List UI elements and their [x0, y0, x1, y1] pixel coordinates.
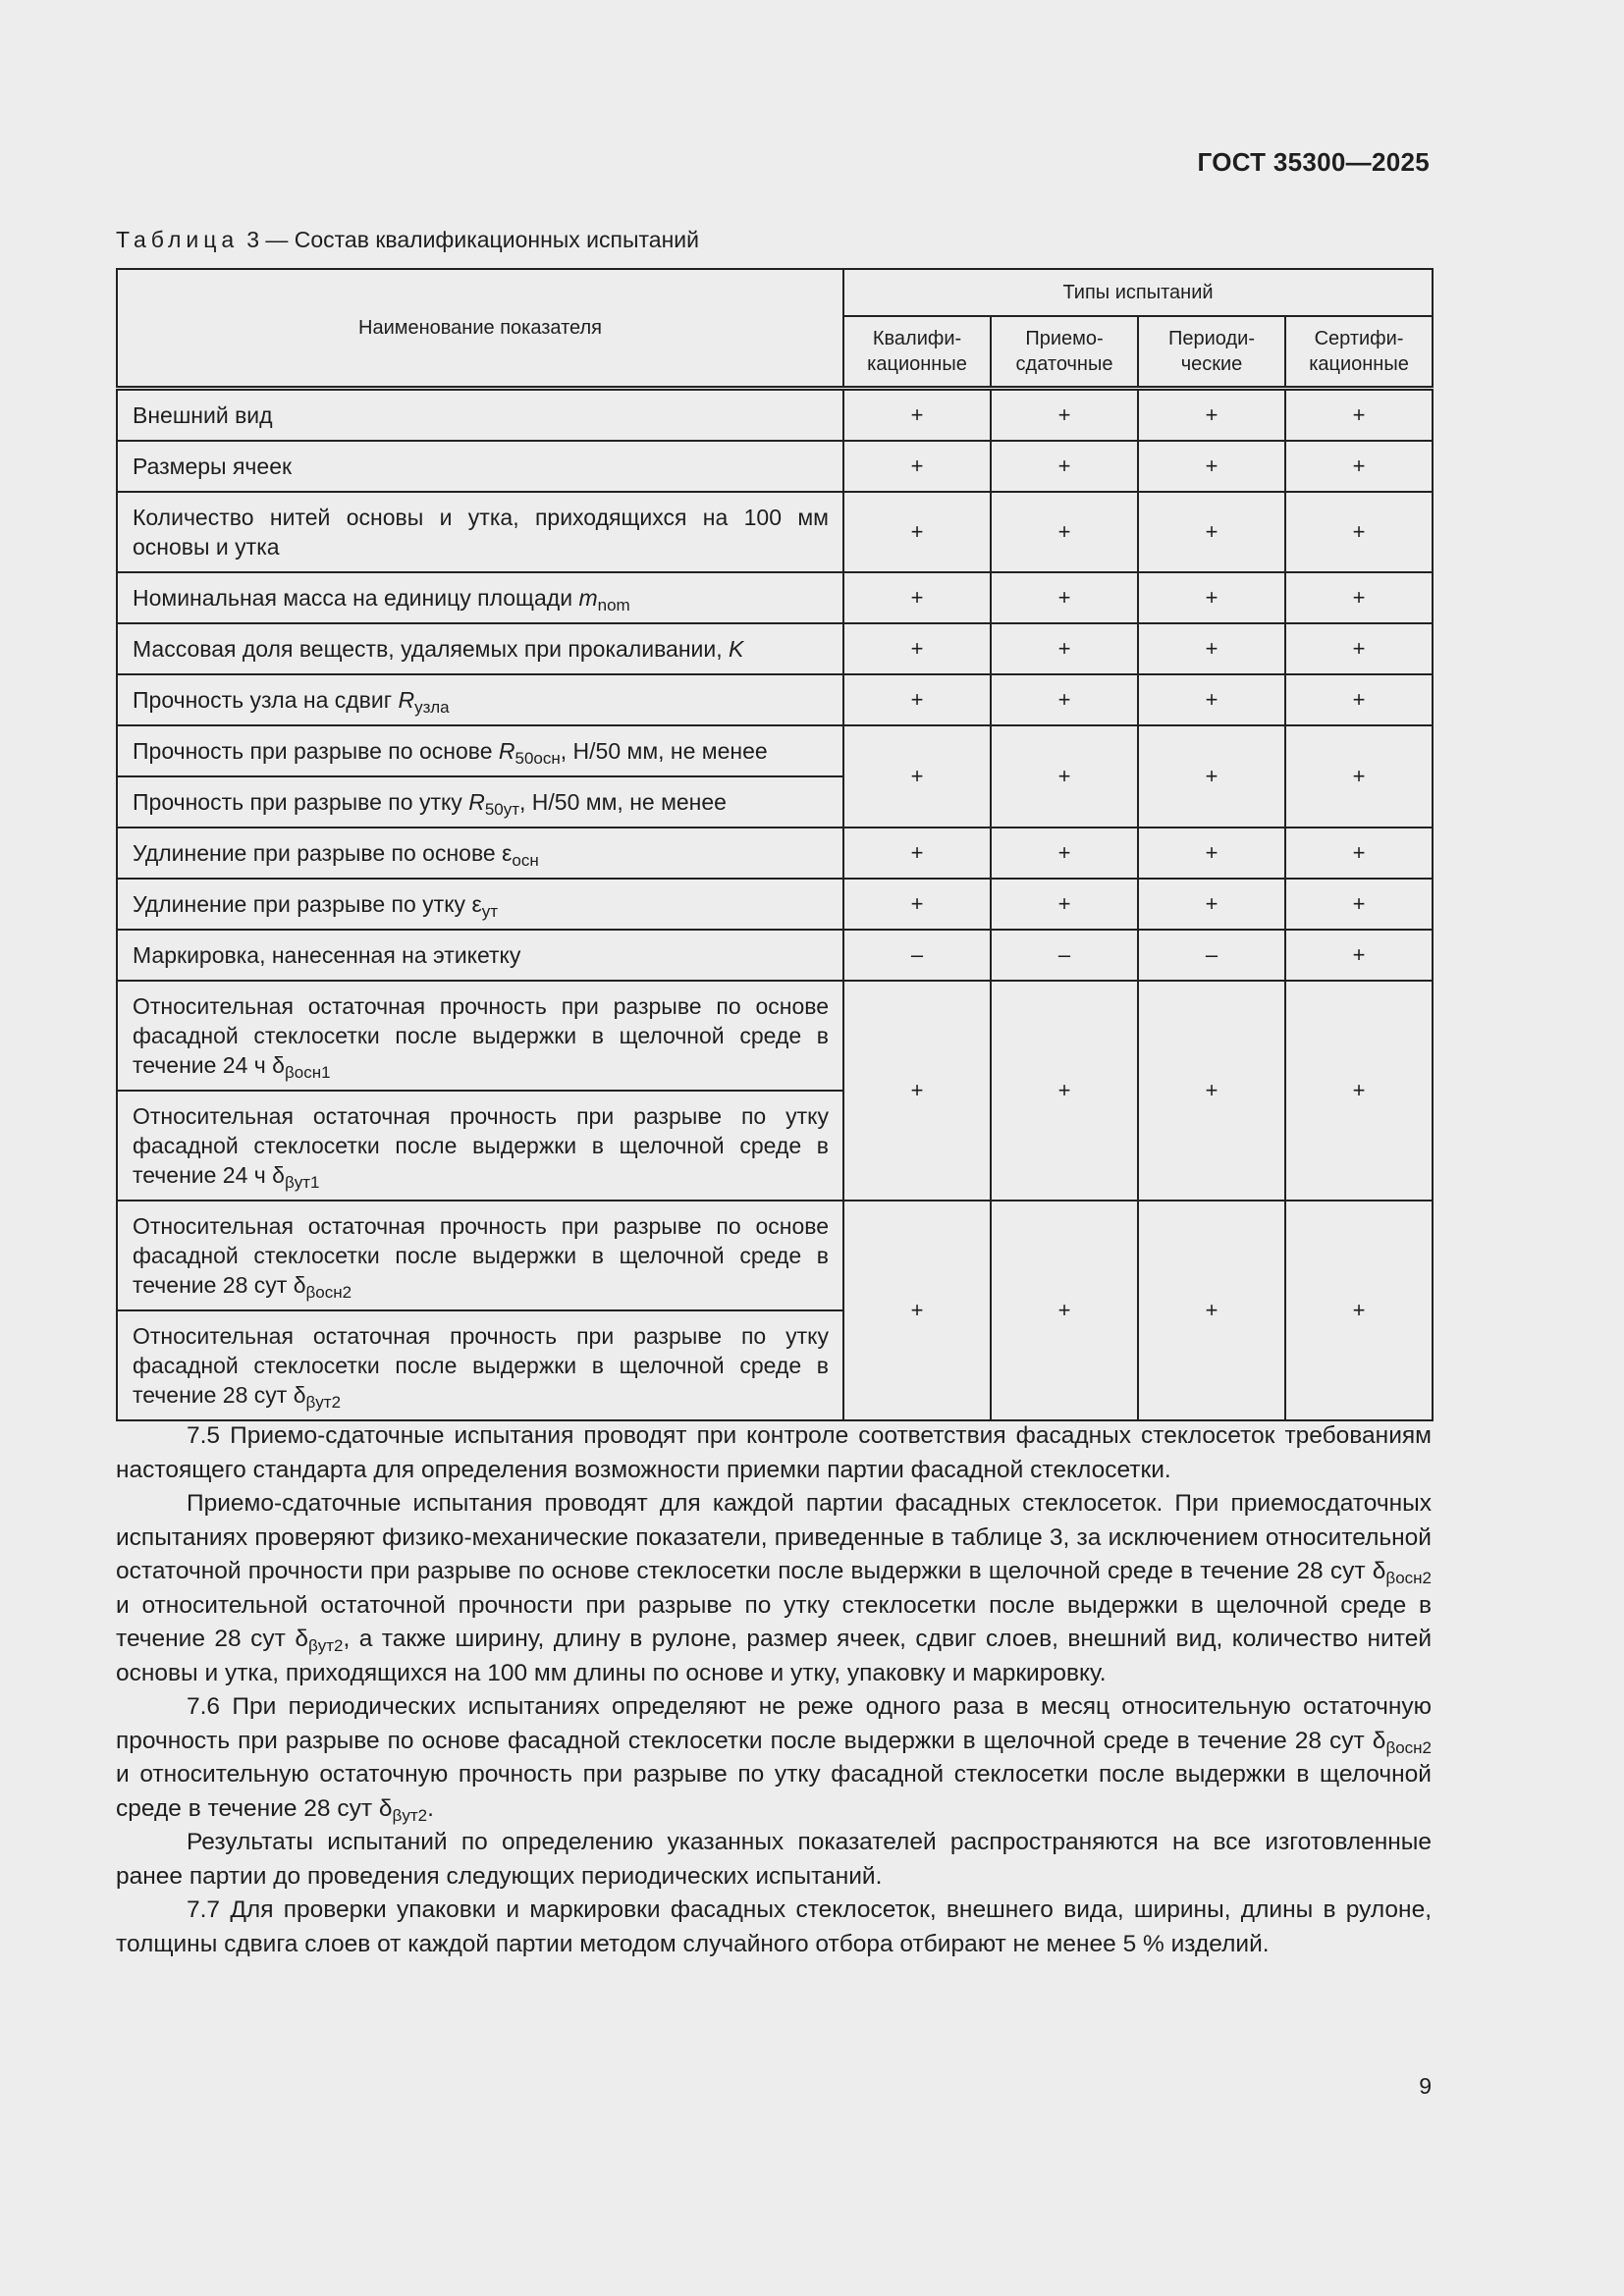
page-number: 9: [1419, 2073, 1432, 2099]
row-name: Прочность узла на сдвиг $R_{узла}$: [117, 674, 843, 725]
row-name: Удлинение при разрыве по утку $\varepsilon_{ут}$: [117, 879, 843, 930]
row-mark: +: [843, 1201, 991, 1420]
row-mark: +: [991, 725, 1138, 828]
row-mark: +: [1285, 879, 1433, 930]
row-mark: +: [1138, 725, 1285, 828]
row-mark: +: [991, 492, 1138, 572]
table-row: [117, 930, 1433, 981]
row-mark: +: [1285, 572, 1433, 623]
row-name: Количество нитей основы и утка, приходящихся на 100 мм основы и утка: [117, 492, 843, 572]
table-row: [117, 725, 1433, 776]
row-mark: +: [1138, 674, 1285, 725]
row-mark: +: [1285, 441, 1433, 492]
row-name: Относительная остаточная прочность при разрыве по утку фасадной стеклосетки после выдержки в щелочной среде в течение 24 ч $\delta_{\beta ут1}$: [117, 1091, 843, 1201]
header-type-periodic: Периоди- ческие: [1138, 316, 1285, 389]
table-row: [117, 879, 1433, 930]
row-mark: +: [1285, 389, 1433, 442]
row-mark: +: [843, 572, 991, 623]
row-mark: +: [1285, 674, 1433, 725]
row-mark: +: [1138, 389, 1285, 442]
row-name: Относительная остаточная прочность при разрыве по основе фасадной стеклосетки после выдержки в щелочной среде в течение 28 сут $\delta_{\beta осн2}$: [117, 1201, 843, 1310]
row-mark: +: [1285, 828, 1433, 879]
row-name: Массовая доля веществ, удаляемых при прокаливании, K: [117, 623, 843, 674]
row-mark: +: [991, 1201, 1138, 1420]
row-mark: +: [843, 441, 991, 492]
row-name: Номинальная масса на единицу площади $m_{nom}$: [117, 572, 843, 623]
row-mark: +: [1138, 981, 1285, 1201]
body-text: [116, 1419, 1432, 1961]
row-mark: +: [991, 674, 1138, 725]
table-row: [117, 1201, 1433, 1310]
row-name: Удлинение при разрыве по основе $\varepsilon_{осн}$: [117, 828, 843, 879]
row-mark: +: [843, 623, 991, 674]
header-type-certification: Сертифи- кационные: [1285, 316, 1433, 389]
row-mark: +: [991, 572, 1138, 623]
row-mark: +: [843, 492, 991, 572]
table-row: [117, 674, 1433, 725]
row-mark: +: [1138, 572, 1285, 623]
paragraph-7-7: 7.7 Для проверки упаковки и маркировки фасадных стеклосеток, внешнего вида, ширины, длины в рулоне, толщины сдвига слоев от каждой партии методом случайного отбора отбирают не менее 5 % изделий.: [116, 1896, 1432, 1957]
table-row: [117, 492, 1433, 572]
header-indicator-name: Наименование показателя: [117, 269, 843, 389]
row-mark: +: [1285, 492, 1433, 572]
table-row: [117, 441, 1433, 492]
paragraph-7-5: 7.5 Приемо-сдаточные испытания проводят при контроле соответствия фасадных стеклосеток требованиям настоящего стандарта для определения возможности приемки партии фасадной стеклосетки.: [116, 1422, 1432, 1483]
header-test-types: Типы испытаний: [843, 269, 1433, 316]
row-mark: +: [991, 879, 1138, 930]
row-name: Прочность при разрыве по утку $R_{50ут}$, Н/50 мм, не менее: [117, 776, 843, 828]
row-mark: –: [1138, 930, 1285, 981]
row-mark: +: [991, 623, 1138, 674]
row-mark: +: [1138, 1201, 1285, 1420]
row-name: Внешний вид: [117, 389, 843, 442]
row-mark: –: [843, 930, 991, 981]
row-mark: +: [843, 389, 991, 442]
row-name: Относительная остаточная прочность при разрыве по основе фасадной стеклосетки после выдержки в щелочной среде в течение 24 ч $\delta_{\beta осн1}$: [117, 981, 843, 1091]
row-mark: +: [843, 828, 991, 879]
table-row: [117, 623, 1433, 674]
row-mark: +: [1138, 623, 1285, 674]
row-mark: +: [991, 389, 1138, 442]
row-mark: +: [1285, 981, 1433, 1201]
table-caption-text: 3 — Состав квалификационных испытаний: [246, 227, 699, 252]
table-row: [117, 981, 1433, 1091]
paragraph-7-6: 7.6 При периодических испытаниях определяют не реже одного раза в месяц относительную остаточную прочность при разрыве по основе фасадной стеклосетки после выдержки в щелочной среде в течение 28 сут $\delta_{\beta осн2}$ и относительную остаточную прочность при разрыве по утку фасадной стеклосетки после выдержки в щелочной среде в течение 28 сут $\delta_{\beta ут2}$.: [116, 1693, 1433, 1825]
qualification-tests-table: [116, 268, 1434, 1421]
paragraph-acceptance-tests: Приемо-сдаточные испытания проводят для каждой партии фасадных стеклосеток. При приемосдаточных испытаниях проверяют физико-механические показатели, приведенные в таблице 3, за исключением относительной остаточной прочности при разрыве по основе стеклосетки после выдержки в щелочной среде в течение 28 сут $\delta_{\beta осн2}$ и относительной остаточной прочности при разрыве по утку стеклосетки после выдержки в щелочной среде в течение 28 сут $\delta_{\beta ут2}$, а также ширину, длину в рулоне, размер ячеек, сдвиг слоев, внешний вид, количество нитей основы и утка, приходящихся на 100 мм длины по основе и утку, упаковку и маркировку.: [116, 1490, 1433, 1686]
row-name: Маркировка, нанесенная на этикетку: [117, 930, 843, 981]
table-row: [117, 572, 1433, 623]
row-mark: +: [1285, 623, 1433, 674]
row-name: Размеры ячеек: [117, 441, 843, 492]
row-mark: +: [843, 725, 991, 828]
row-mark: +: [991, 441, 1138, 492]
header-type-qualification: Квалифи- кационные: [843, 316, 991, 389]
row-mark: +: [1285, 725, 1433, 828]
row-mark: +: [843, 981, 991, 1201]
row-mark: +: [843, 879, 991, 930]
row-name: Прочность при разрыве по основе $R_{50осн}$, Н/50 мм, не менее: [117, 725, 843, 776]
row-mark: –: [991, 930, 1138, 981]
row-mark: +: [991, 981, 1138, 1201]
row-mark: +: [1138, 441, 1285, 492]
table-caption-label: Таблица: [116, 227, 240, 252]
row-name: Относительная остаточная прочность при разрыве по утку фасадной стеклосетки после выдержки в щелочной среде в течение 28 сут $\delta_{\beta ут2}$: [117, 1310, 843, 1420]
row-mark: +: [1285, 1201, 1433, 1420]
row-mark: +: [1138, 492, 1285, 572]
row-mark: +: [843, 674, 991, 725]
row-mark: +: [1138, 828, 1285, 879]
table-caption: [116, 227, 699, 253]
table-row: [117, 389, 1433, 442]
header-type-acceptance: Приемо- сдаточные: [991, 316, 1138, 389]
row-mark: +: [991, 828, 1138, 879]
table-row: [117, 828, 1433, 879]
row-mark: +: [1138, 879, 1285, 930]
document-code: ГОСТ 35300—2025: [1197, 147, 1430, 177]
row-mark: +: [1285, 930, 1433, 981]
paragraph-results: Результаты испытаний по определению указанных показателей распространяются на все изготовленные ранее партии до проведения следующих периодических испытаний.: [116, 1829, 1432, 1890]
